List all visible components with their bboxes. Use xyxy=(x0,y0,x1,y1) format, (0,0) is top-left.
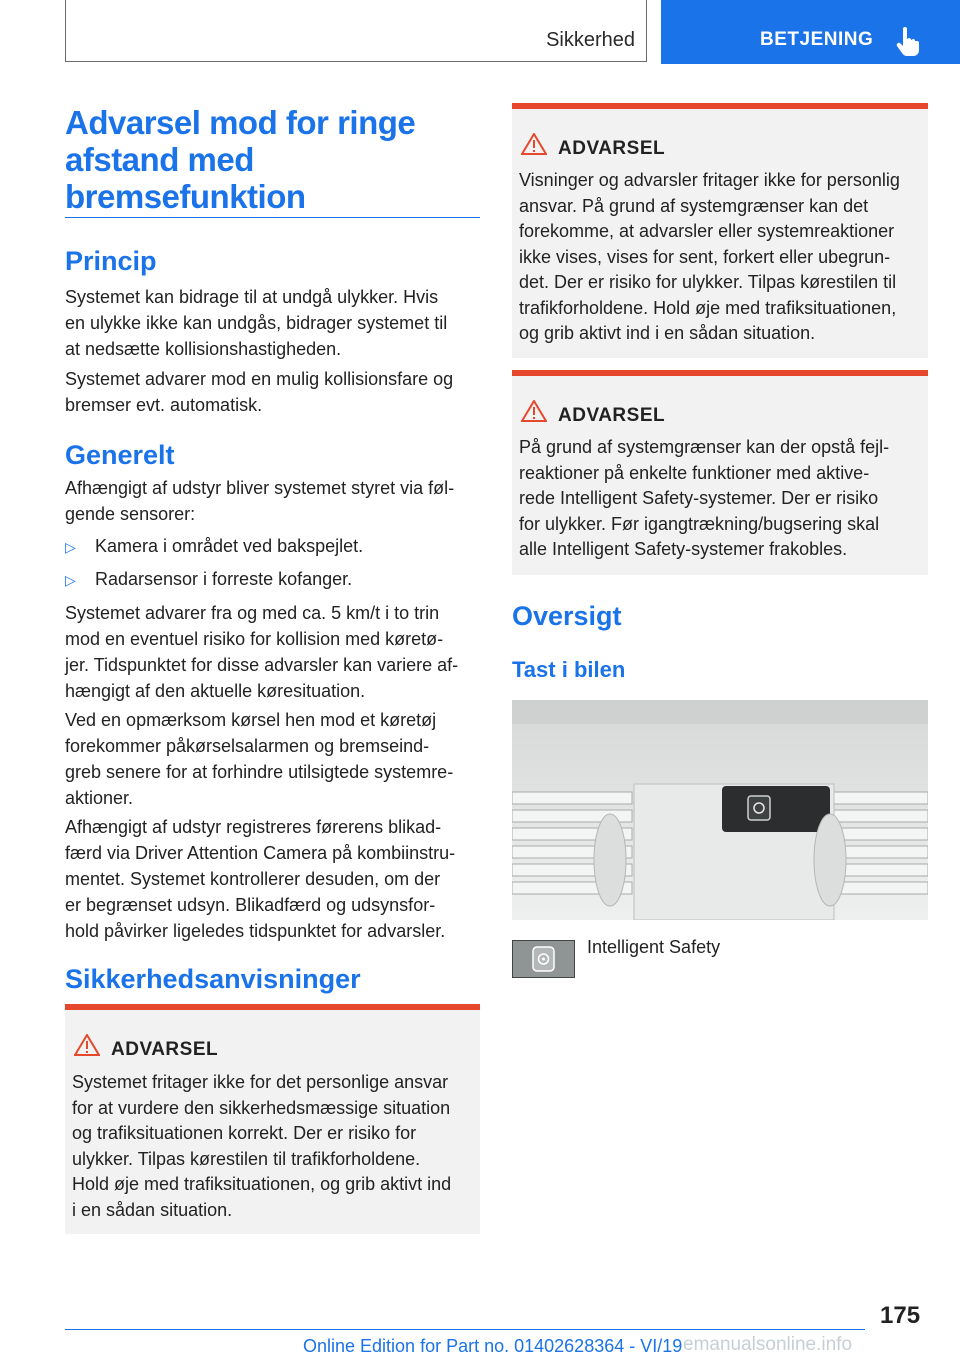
general-paragraph-1: Afhængigt af udstyr bliver systemet styret via føl- gende sensorer: xyxy=(65,478,455,524)
general-paragraph-2: Systemet advarer fra og med ca. 5 km/t i to trin mod en eventuel risiko for kollision med køretø- jer. Tidspunktet for disse advarsler kan variere af- hængigt af den aktuelle køresituation. xyxy=(65,603,459,701)
hand-pointer-icon xyxy=(894,26,920,56)
principle-paragraph-2: Systemet advarer mod en mulig kollisionsfare og bremser evt. automatisk. xyxy=(65,369,454,415)
safety-heading: Sikkerhedsanvisninger xyxy=(65,964,361,994)
warning-triangle-icon xyxy=(74,1034,100,1056)
principle-paragraph-1: Systemet kan bidrage til at undgå ulykker. Hvis en ulykke ikke kan undgås, bidrager systemet til at nedsætte kollisionshastigheden. xyxy=(65,287,448,359)
warning-triangle-icon xyxy=(521,133,547,155)
warning-label: ADVARSEL xyxy=(558,138,666,159)
warning-box xyxy=(512,103,928,358)
list-item: ▷ Kamera i området ved bakspejlet. xyxy=(65,536,364,556)
page-title: Advarsel mod for ringe afstand med bremsefunktion xyxy=(65,104,416,215)
overview-heading: Oversigt xyxy=(512,601,622,631)
footer-rule xyxy=(65,1329,865,1330)
general-heading: Generelt xyxy=(65,440,175,470)
warning-box xyxy=(65,1004,480,1234)
warning-text: Systemet fritager ikke for det personlige ansvar for at vurdere den sikkerhedsmæssige situation og trafiksituationen korrekt. Der er risiko for ulykker. Tilpas kørestilen til trafikforholdene. Hold øje med trafiksituationen, og grib aktivt ind i en sådan situation. xyxy=(72,1072,452,1220)
page-number: 175 xyxy=(880,1302,921,1329)
general-paragraph-3: Ved en opmærksom kørsel hen mod et køretøj forekommer påkørselsalarmen og bremseind- greb senere for at forhindre utilsigtede systemre- aktioner. xyxy=(65,710,454,808)
section-title: Sikkerhed xyxy=(546,29,635,51)
intelligent-safety-icon xyxy=(512,940,575,978)
dashboard-photo xyxy=(512,700,928,920)
watermark: emanualsonline.info xyxy=(683,1334,853,1355)
bullet-triangle-icon: ▷ xyxy=(65,539,76,555)
warning-text: Visninger og advarsler fritager ikke for personlig ansvar. På grund af systemgrænser kan det forekomme, at advarsler eller systemreaktioner ikke vises, vises for sent, forkert eller ubegrun- det. Der er risiko for ulykker. Tilpas kørestilen til trafikforholdene. Hold øje med trafiksituationen, og grib aktivt ind i en sådan situation. xyxy=(519,170,900,343)
warning-box xyxy=(512,370,928,575)
list-item: ▷ Radarsensor i forreste kofanger. xyxy=(65,569,353,589)
warning-triangle-icon xyxy=(521,400,547,422)
title-underline xyxy=(65,217,480,218)
warning-text: På grund af systemgrænser kan der opstå fejl- reaktioner på enkelte funktioner med aktive- rede Intelligent Safety-systemer. Der er risiko for ulykker. Før igangtrækning/bugsering skal alle Intelligent Safety-systemer frakobles. xyxy=(519,437,890,559)
button-caption: Intelligent Safety xyxy=(587,937,721,957)
warning-label: ADVARSEL xyxy=(111,1039,219,1060)
principle-heading: Princip xyxy=(65,246,157,276)
button-heading: Tast i bilen xyxy=(512,657,626,682)
general-paragraph-4: Afhængigt af udstyr registreres førerens blikad- færd via Driver Attention Camera på kombiinstru- mentet. Systemet kontrollerer desuden, om der er begrænset udsyn. Blikadfærd og udsynsfor- hold påvirker ligeledes tidspunktet for advarsler. xyxy=(65,817,456,941)
bullet-triangle-icon: ▷ xyxy=(65,572,76,588)
warning-label: ADVARSEL xyxy=(558,405,666,426)
edition-text: Online Edition for Part no. 01402628364 - VI/19 xyxy=(303,1336,683,1356)
chapter-tab-label: BETJENING xyxy=(760,29,874,50)
